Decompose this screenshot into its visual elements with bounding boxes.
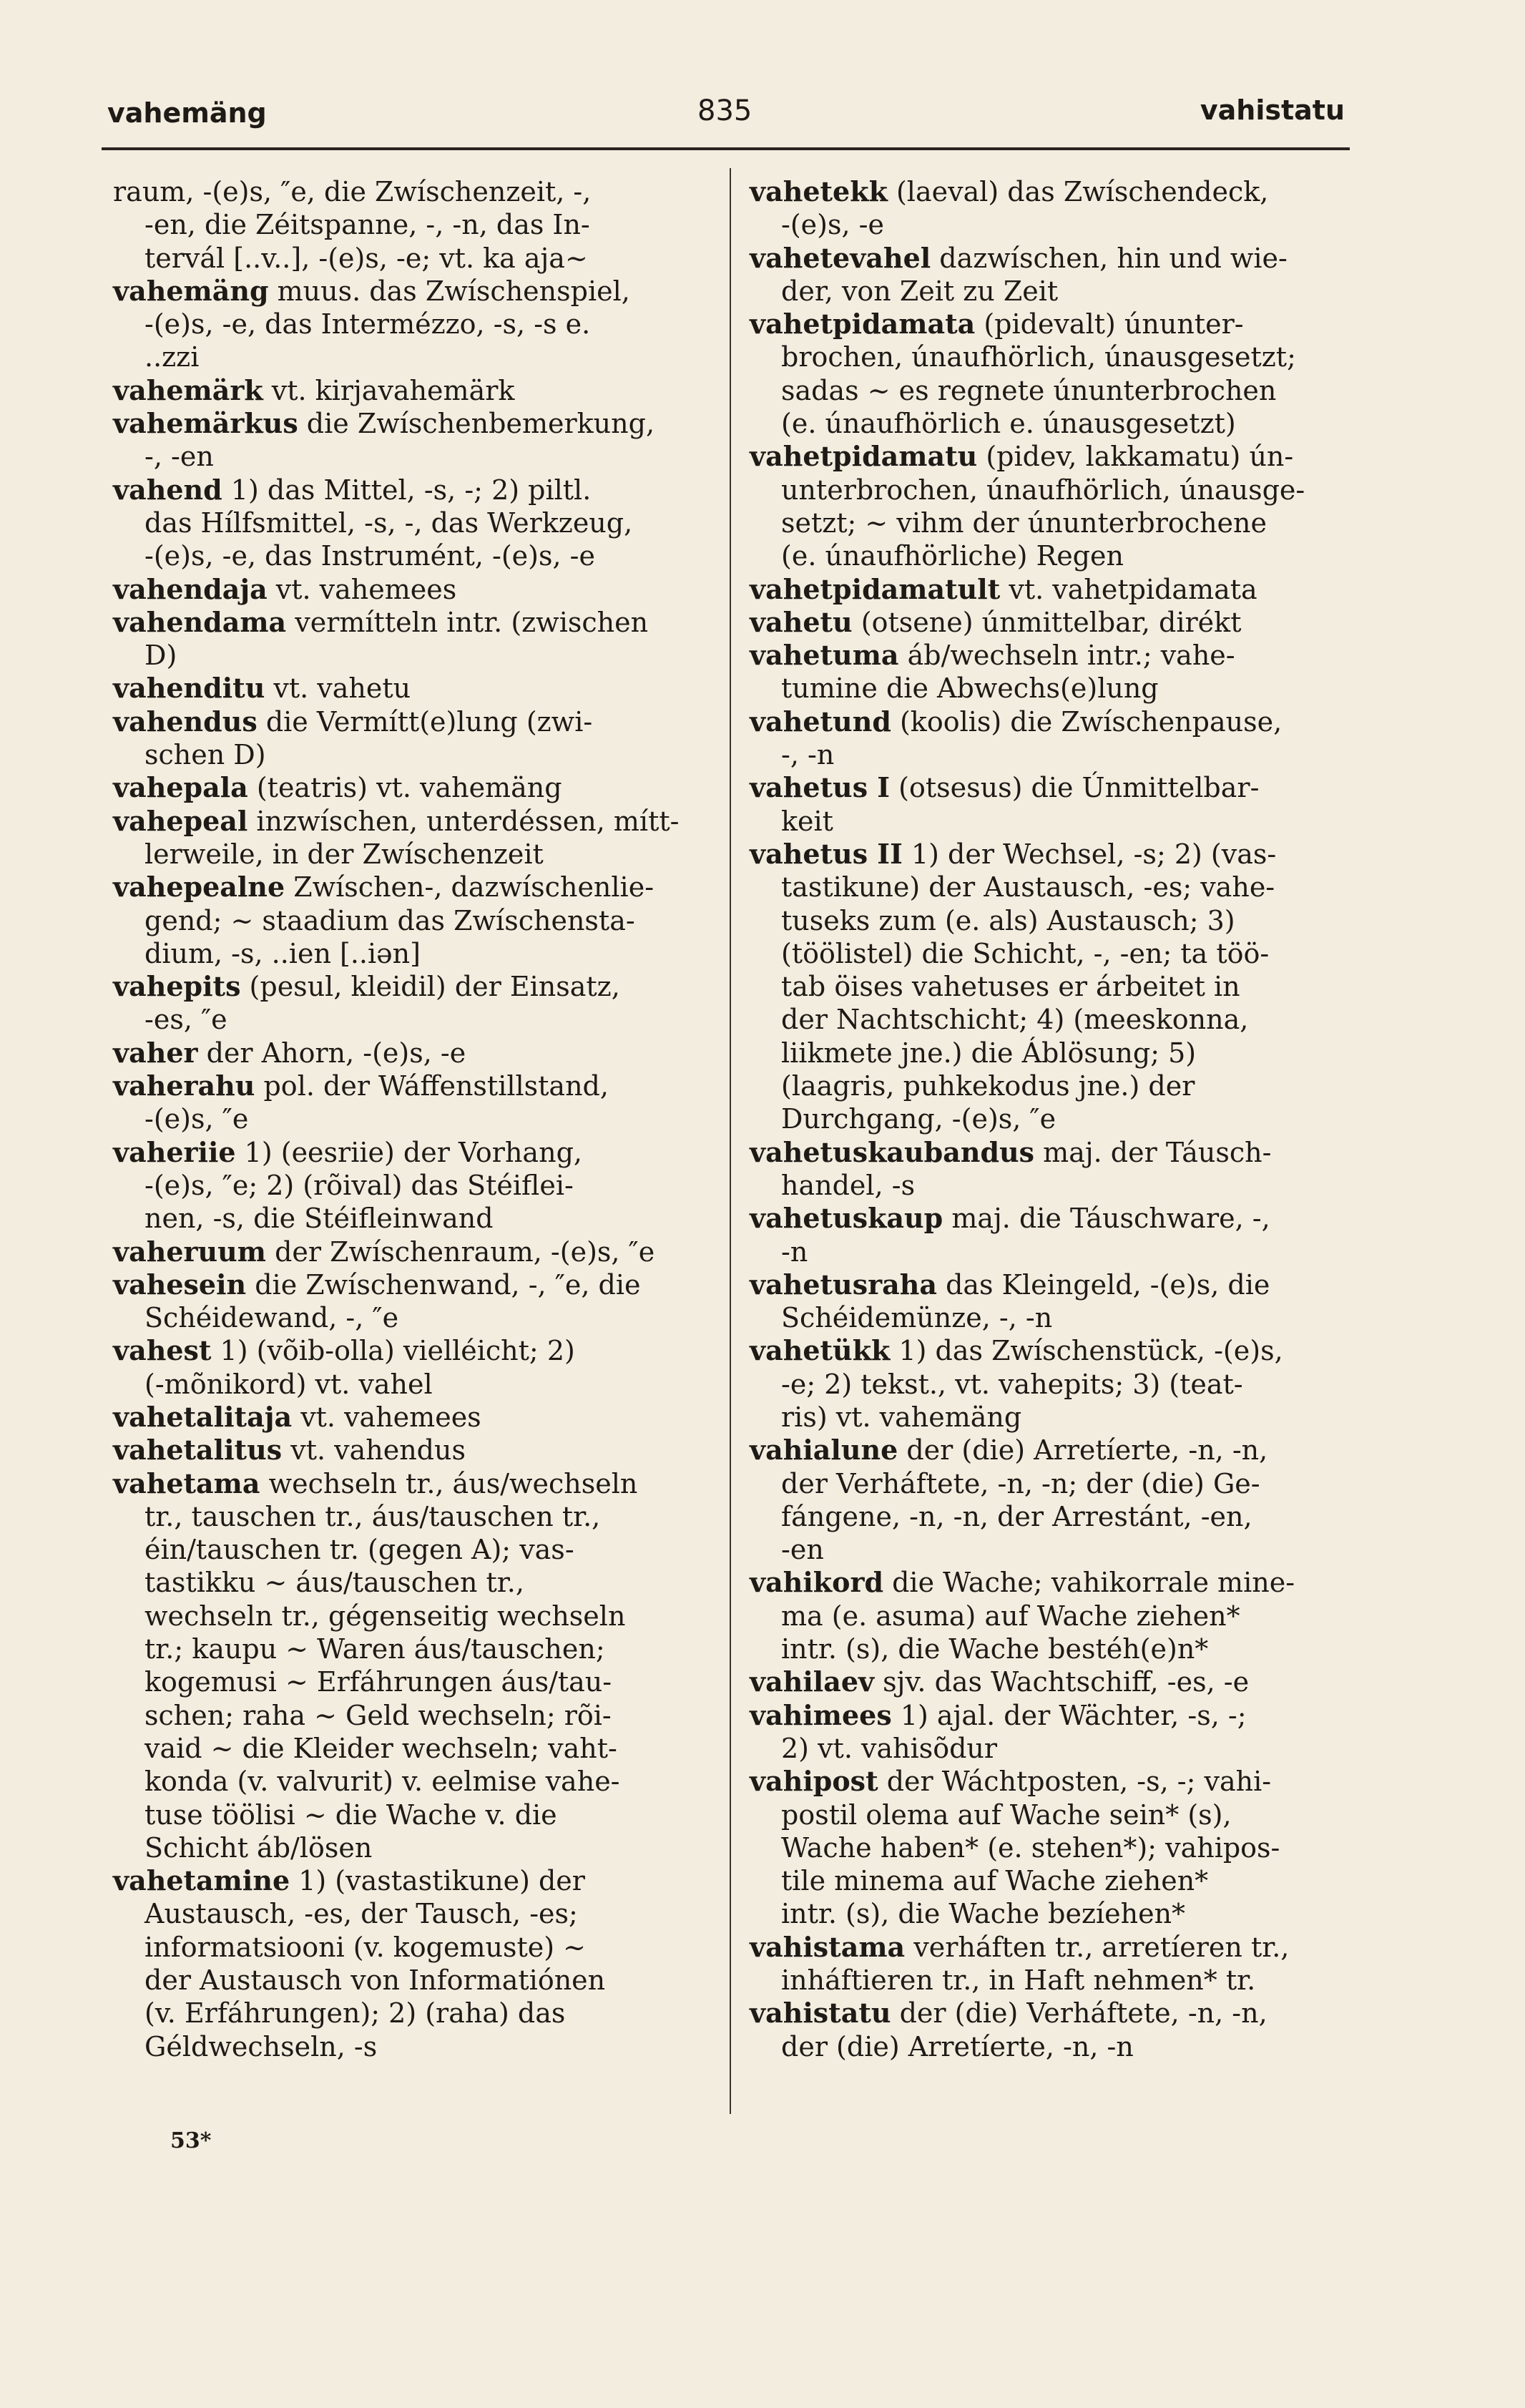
entry-headword: vahetalitus <box>113 1434 283 1467</box>
entry-headword: vahetama <box>113 1467 260 1499</box>
dictionary-entry <box>113 374 707 407</box>
entry-continuation: keit <box>781 805 833 837</box>
entry-text: 1) ajal. der Wächter, -s, -; <box>891 1699 1247 1731</box>
entry-continuation: das Hílfsmittel, -s, -, das Werkzeug, <box>144 506 633 539</box>
entry-text: 1) (võib-olla) vielléicht; 2) <box>211 1335 575 1367</box>
entry-continuation: -(e)s, ″e; 2) (rõival) das Stéiflei- <box>144 1169 574 1201</box>
page-header <box>107 92 1345 142</box>
dictionary-entry <box>750 639 1343 705</box>
dictionary-entry <box>750 1665 1343 1698</box>
entry-headword: vaher <box>113 1036 198 1069</box>
dictionary-entry <box>750 440 1343 572</box>
entry-text: (otsesus) die Únmittelbar- <box>890 772 1260 804</box>
right-column <box>750 175 1343 2063</box>
entry-continuation: -en, die Zéitspanne, -, -n, das In- <box>144 209 590 241</box>
entry-continuation: handel, -s <box>781 1169 916 1201</box>
entry-headword: vahistatu <box>750 1997 891 2030</box>
entry-headword: vahikord <box>750 1566 884 1599</box>
entry-headword: vahend <box>113 473 222 506</box>
entry-continuation: brochen, únaufhörlich, únausgesetzt; <box>781 341 1296 373</box>
entry-text: Zwíschen-, dazwíschenlie- <box>285 871 654 904</box>
entry-headword: vahepealne <box>113 871 285 904</box>
entry-headword: vahilaev <box>750 1665 875 1698</box>
entry-text: der Wáchtposten, -s, -; vahi- <box>878 1766 1272 1798</box>
entry-text: vt. kirjavahemärk <box>263 374 515 406</box>
entry-headword: vahialune <box>750 1434 898 1467</box>
entry-continuation: -, -n <box>781 739 835 771</box>
entry-text: verháften tr., arretíeren tr., <box>905 1931 1290 1963</box>
entry-continuation: der (die) Arretíerte, -n, -n <box>781 2030 1134 2062</box>
entry-headword: vahetus I <box>750 771 891 804</box>
page-number: 835 <box>697 94 752 127</box>
entry-headword: vahepits <box>113 970 241 1003</box>
entry-continuation: tuseks zum (e. als) Austausch; 3) <box>781 904 1235 936</box>
dictionary-entry <box>750 1765 1343 1930</box>
entry-text: maj. die Táuschware, -, <box>943 1203 1270 1235</box>
entry-headword: vahetpidamatult <box>750 572 1001 605</box>
entry-headword: vahemäng <box>113 274 269 307</box>
dictionary-entry <box>113 1070 707 1136</box>
entry-continuation: -en <box>781 1534 824 1566</box>
entry-headword: vahetund <box>750 705 891 738</box>
entry-continuation: -(e)s, -e <box>781 209 884 241</box>
entry-text: vermítteln intr. (zwischen <box>286 606 649 638</box>
entry-text: (teatris) vt. vahemäng <box>247 772 562 804</box>
entry-text: (pidevalt) únunter- <box>975 308 1244 341</box>
entry-text: dazwíschen, hin und wie- <box>931 242 1288 274</box>
entry-text: der Ahorn, -(e)s, -e <box>197 1037 466 1069</box>
entry-headword: vahetamine <box>113 1864 290 1897</box>
entry-continuation: (töölistel) die Schicht, -, -en; ta töö- <box>781 937 1270 969</box>
entry-continuation: -(e)s, -e, das Intermézzo, -s, -s e. <box>144 308 591 341</box>
dictionary-entry <box>113 1434 707 1467</box>
entry-headword: vahetpidamata <box>750 308 976 341</box>
entry-text: (laeval) das Zwíschendeck, <box>887 176 1269 207</box>
entry-continuation: (e. únaufhörliche) Regen <box>781 540 1124 572</box>
dictionary-entry <box>113 705 707 772</box>
dictionary-entry <box>750 308 1343 440</box>
entry-continuation: wechseln tr., gégenseitig wechseln <box>144 1600 626 1632</box>
dictionary-entry <box>113 1401 707 1434</box>
entry-headword: vahemärkus <box>113 407 298 440</box>
entry-text: wechseln tr., áus/wechseln <box>260 1467 638 1499</box>
dictionary-entry <box>750 573 1343 606</box>
entry-text: 1) (vastastikune) der <box>290 1865 585 1897</box>
entry-continuation: tile minema auf Wache ziehen* <box>781 1865 1209 1897</box>
entry-headword: vahetükk <box>750 1334 891 1367</box>
dictionary-entry <box>750 606 1343 639</box>
entry-continuation: (v. Erfáhrungen); 2) (raha) das <box>144 1997 566 2030</box>
entry-continuation: Schéidewand, -, ″e <box>144 1302 399 1334</box>
entry-continuation: (-mõnikord) vt. vahel <box>144 1368 433 1400</box>
dictionary-entry <box>113 1334 707 1401</box>
dictionary-entry <box>113 1268 707 1335</box>
dictionary-entry <box>750 1136 1343 1203</box>
entry-continuation: Géldwechseln, -s <box>144 2030 378 2062</box>
entry-text: vt. vahemees <box>292 1401 481 1433</box>
entry-text: inzwíschen, unterdéssen, mítt- <box>247 805 680 837</box>
entry-continuation: -e; 2) tekst., vt. vahepits; 3) (teat- <box>781 1368 1243 1400</box>
header-rule <box>102 147 1350 150</box>
entry-text: pol. der Wáffenstillstand, <box>255 1070 609 1102</box>
dictionary-entry <box>113 1467 707 1865</box>
entry-text: das Kleingeld, -(e)s, die <box>936 1268 1270 1301</box>
dictionary-entry <box>750 1202 1343 1268</box>
entry-continuation: kogemusi ~ Erfáhrungen áus/tau- <box>144 1666 612 1698</box>
entry-continuation: lerweile, in der Zwíschenzeit <box>144 838 544 870</box>
entry-headword: vahendus <box>113 705 258 738</box>
dictionary-entry <box>113 970 707 1037</box>
entry-text: 1) das Zwíschenstück, -(e)s, <box>890 1335 1283 1367</box>
entry-continuation: -, -en <box>144 441 214 473</box>
entry-continuation: tuse töölisi ~ die Wache v. die <box>144 1798 557 1831</box>
entry-text: (pidev, lakkamatu) ún- <box>977 441 1294 473</box>
entry-text: der (die) Verháftete, -n, -n, <box>891 1997 1267 2030</box>
entry-text: raum, -(e)s, ″e, die Zwíschenzeit, -, <box>113 176 592 207</box>
entry-headword: vaheruum <box>113 1235 266 1268</box>
entry-headword: vahemärk <box>113 373 263 406</box>
entry-continuation: tastikune) der Austausch, -es; vahe- <box>781 871 1275 904</box>
dictionary-entry <box>113 275 707 374</box>
dictionary-entry <box>750 1997 1343 2063</box>
entry-continuation: inháftieren tr., in Haft nehmen* tr. <box>781 1964 1256 1997</box>
entry-text: vt. vahetu <box>265 672 411 705</box>
dictionary-entry <box>113 1037 707 1070</box>
entry-headword: vahipost <box>750 1765 878 1798</box>
entry-headword: vahetus II <box>750 837 903 870</box>
left-column <box>113 175 707 2063</box>
entry-text: muus. das Zwíschenspiel, <box>268 275 630 307</box>
dictionary-entry <box>113 474 707 573</box>
entry-continuation: -n <box>781 1235 808 1268</box>
entry-continuation: fángene, -n, -n, der Arrestánt, -en, <box>781 1500 1252 1532</box>
entry-text: die Wache; vahikorrale mine- <box>883 1567 1295 1599</box>
entry-continuation: setzt; ~ vihm der únunterbrochene <box>781 506 1267 539</box>
entry-continuation: gend; ~ staadium das Zwíschensta- <box>144 904 635 936</box>
entry-continuation: intr. (s), die Wache bestéh(e)n* <box>781 1633 1209 1665</box>
entry-text: vt. vahetpidamata <box>1000 573 1257 605</box>
dictionary-entry <box>750 1566 1343 1665</box>
dictionary-entry <box>113 407 707 474</box>
entry-continuation: liikmete jne.) die Áblösung; 5) <box>781 1037 1197 1069</box>
entry-headword: vahenditu <box>113 672 265 705</box>
entry-continuation: sadas ~ es regnete únunterbrochen <box>781 374 1277 406</box>
entry-continuation: Durchgang, -(e)s, ″e <box>781 1103 1056 1135</box>
entry-headword: vahetpidamatu <box>750 440 978 473</box>
header-first-word: vahemäng <box>107 97 267 129</box>
entry-headword: vahepala <box>113 771 248 804</box>
dictionary-entry <box>750 771 1343 838</box>
dictionary-entry <box>113 606 707 672</box>
entry-text: (otsene) únmittelbar, dirékt <box>852 606 1242 638</box>
entry-text: sjv. das Wachtschiff, -es, -e <box>874 1666 1250 1698</box>
dictionary-entry <box>750 1699 1343 1766</box>
dictionary-entry <box>113 175 707 275</box>
dictionary-entry <box>113 871 707 970</box>
entry-continuation: Wache haben* (e. stehen*); vahipos- <box>781 1831 1280 1864</box>
entry-text: die Vermítt(e)lung (zwi- <box>257 705 593 738</box>
entry-headword: vahepeal <box>113 804 248 837</box>
entry-continuation: tervál [..v..], -(e)s, -e; vt. ka aja~ <box>144 242 588 274</box>
dictionary-entry <box>750 705 1343 772</box>
entry-continuation: konda (v. valvurit) v. eelmise vahe- <box>144 1766 620 1798</box>
entry-text: der (die) Arretíerte, -n, -n, <box>898 1434 1268 1467</box>
entry-text: vt. vahemees <box>267 573 457 605</box>
entry-text: die Zwíschenwand, -, ″e, die <box>246 1268 641 1301</box>
entry-text: 1) der Wechsel, -s; 2) (vas- <box>902 838 1277 870</box>
entry-continuation: der Verháftete, -n, -n; der (die) Ge- <box>781 1467 1260 1499</box>
entry-continuation: Schicht áb/lösen <box>144 1831 373 1864</box>
entry-headword: vahesein <box>113 1268 247 1301</box>
column-divider <box>730 168 731 2114</box>
dictionary-entry <box>113 1235 707 1268</box>
entry-continuation: tab öises vahetuses er árbeitet in <box>781 971 1240 1003</box>
entry-headword: vahetuma <box>750 639 899 672</box>
entry-headword: vahetusraha <box>750 1268 937 1301</box>
entry-continuation: ..zzi <box>144 341 200 373</box>
entry-continuation: Austausch, -es, der Tausch, -es; <box>144 1898 578 1930</box>
dictionary-entry <box>750 1334 1343 1434</box>
entry-text: maj. der Táusch- <box>1034 1136 1272 1168</box>
dictionary-entry <box>113 1136 707 1235</box>
entry-continuation: éin/tauschen tr. (gegen A); vas- <box>144 1534 574 1566</box>
dictionary-entry <box>113 672 707 705</box>
dictionary-entry <box>113 805 707 871</box>
entry-text: die Zwíschenbemerkung, <box>298 408 655 440</box>
entry-continuation: -es, ″e <box>144 1004 227 1036</box>
entry-continuation: -(e)s, -e, das Instrumént, -(e)s, -e <box>144 540 595 572</box>
entry-continuation: schen; raha ~ Geld wechseln; rõi- <box>144 1699 612 1731</box>
entry-continuation: der Nachtschicht; 4) (meeskonna, <box>781 1004 1249 1036</box>
entry-continuation: ris) vt. vahemäng <box>781 1401 1022 1433</box>
entry-continuation: tumine die Abwechs(e)lung <box>781 672 1159 705</box>
entry-headword: vahendaja <box>113 572 268 605</box>
entry-continuation: vaid ~ die Kleider wechseln; vaht- <box>144 1732 617 1764</box>
entry-continuation: der Austausch von Informatiónen <box>144 1964 606 1997</box>
dictionary-entry <box>113 573 707 606</box>
entry-continuation: postil olema auf Wache sein* (s), <box>781 1798 1232 1831</box>
entry-continuation: tr., tauschen tr., áus/tauschen tr., <box>144 1500 601 1532</box>
dictionary-entry <box>750 838 1343 1136</box>
entry-continuation: D) <box>144 640 177 672</box>
entry-headword: vahetevahel <box>750 241 931 274</box>
entry-headword: vahetekk <box>750 175 888 207</box>
entry-headword: vahetuskaubandus <box>750 1135 1035 1168</box>
entry-text: der Zwíschenraum, -(e)s, ″e <box>266 1235 655 1268</box>
entry-continuation: tr.; kaupu ~ Waren áus/tauschen; <box>144 1633 605 1665</box>
entry-text: 1) (eesriie) der Vorhang, <box>235 1136 582 1168</box>
entry-continuation: nen, -s, die Stéifleinwand <box>144 1203 494 1235</box>
entry-continuation: ma (e. asuma) auf Wache ziehen* <box>781 1600 1240 1632</box>
dictionary-entry <box>750 175 1343 242</box>
entry-continuation: (e. únaufhörlich e. únausgesetzt) <box>781 408 1236 440</box>
entry-continuation: Schéidemünze, -, -n <box>781 1302 1053 1334</box>
entry-headword: vahistama <box>750 1930 906 1963</box>
header-last-word: vahistatu <box>1200 94 1345 126</box>
entry-headword: vahetu <box>750 605 853 638</box>
entry-text: 1) das Mittel, -s, -; 2) piltl. <box>222 474 592 506</box>
entry-continuation: informatsiooni (v. kogemuste) ~ <box>144 1931 586 1963</box>
signature-mark: 53* <box>170 2128 212 2153</box>
dictionary-entry <box>113 1864 707 2063</box>
dictionary-entry <box>113 771 707 804</box>
dictionary-entry <box>750 242 1343 308</box>
entry-headword: vaherahu <box>113 1070 255 1102</box>
entry-headword: vahimees <box>750 1698 892 1731</box>
entry-headword: vahetuskaup <box>750 1202 943 1235</box>
entry-continuation: unterbrochen, únaufhörlich, únausge- <box>781 474 1305 506</box>
entry-continuation: intr. (s), die Wache bezíehen* <box>781 1898 1186 1930</box>
dictionary-entry <box>750 1434 1343 1566</box>
entry-headword: vaheriie <box>113 1135 236 1168</box>
entry-headword: vahendama <box>113 605 287 638</box>
entry-text: (pesul, kleidil) der Einsatz, <box>240 971 620 1003</box>
dictionary-entry <box>750 1268 1343 1335</box>
entry-continuation: (laagris, puhkekodus jne.) der <box>781 1070 1195 1102</box>
entry-headword: vahetalitaja <box>113 1400 293 1433</box>
entry-text: (koolis) die Zwíschenpause, <box>891 705 1283 738</box>
entry-continuation: -(e)s, ″e <box>144 1103 249 1135</box>
entry-continuation: der, von Zeit zu Zeit <box>781 275 1059 307</box>
entry-continuation: tastikku ~ áus/tauschen tr., <box>144 1567 524 1599</box>
entry-headword: vahest <box>113 1334 212 1367</box>
entry-text: vt. vahendus <box>282 1434 466 1467</box>
dictionary-entry <box>750 1931 1343 1997</box>
entry-continuation: dium, -s, ..ien [..iən] <box>144 937 421 969</box>
entry-continuation: schen D) <box>144 739 266 771</box>
entry-continuation: 2) vt. vahisõdur <box>781 1732 998 1764</box>
entry-text: áb/wechseln intr.; vahe- <box>898 640 1235 672</box>
